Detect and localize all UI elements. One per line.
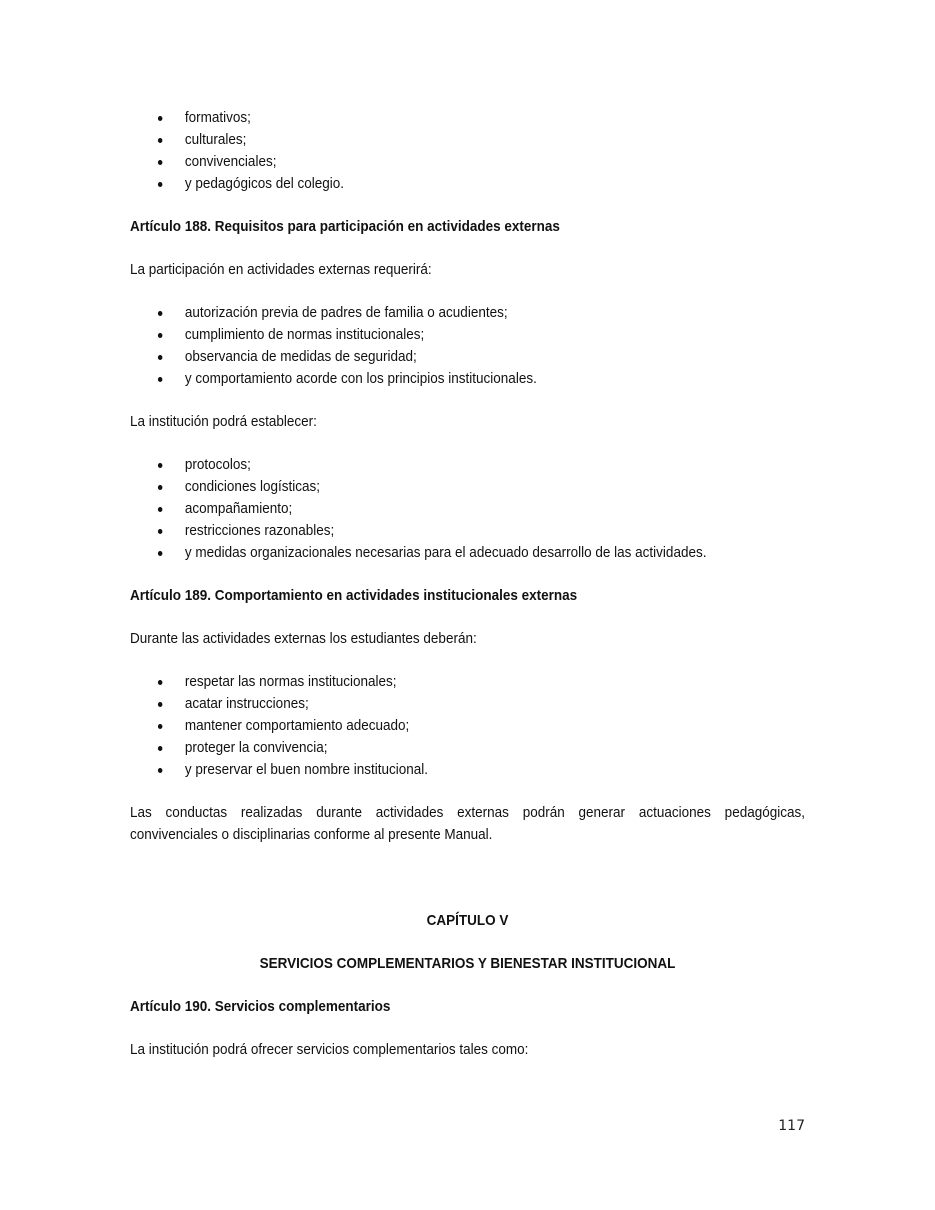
article-188-title: Artículo 188. Requisitos para participación en actividades externas [130, 218, 560, 235]
chapter-title: SERVICIOS COMPLEMENTARIOS Y BIENESTAR INSTITUCIONAL [259, 955, 676, 972]
list-item: protocolos; [130, 454, 805, 476]
article-190-intro: La institución podrá ofrecer servicios complementarios tales como: [130, 1041, 529, 1058]
article-190-title: Artículo 190. Servicios complementarios [130, 998, 391, 1015]
list-item: acompañamiento; [130, 498, 805, 520]
list-item: restricciones razonables; [130, 520, 805, 542]
list-item: respetar las normas institucionales; [130, 671, 805, 693]
bullet-list-establish [130, 454, 805, 564]
closing-line-1: Las conductas realizadas durante actividades externas podrán generar actuaciones pedagógicas, [130, 804, 805, 821]
article-188-intro-2: La institución podrá establecer: [130, 413, 317, 430]
article-189-title: Artículo 189. Comportamiento en actividades institucionales externas [130, 587, 578, 604]
list-item: autorización previa de padres de familia o acudientes; [130, 302, 805, 324]
list-item: formativos; [130, 107, 805, 129]
page-content [130, 107, 805, 1061]
chapter-number: CAPÍTULO V [426, 912, 509, 929]
closing-line-2: convivenciales o disciplinarias conforme al presente Manual. [130, 826, 493, 843]
list-item: y pedagógicos del colegio. [130, 173, 805, 195]
article-188-intro: La participación en actividades externas requerirá: [130, 261, 432, 278]
article-189-closing [130, 802, 805, 846]
list-item: condiciones logísticas; [130, 476, 805, 498]
list-item: y preservar el buen nombre institucional. [130, 759, 805, 781]
list-item: cumplimiento de normas institucionales; [130, 324, 805, 346]
list-item: culturales; [130, 129, 805, 151]
bullet-list-requirements [130, 302, 805, 390]
list-item: y comportamiento acorde con los principios institucionales. [130, 368, 805, 390]
list-item: acatar instrucciones; [130, 693, 805, 715]
article-189-intro: Durante las actividades externas los estudiantes deberán: [130, 630, 477, 647]
page-number: 117 [778, 1118, 805, 1134]
list-item: convivenciales; [130, 151, 805, 173]
list-item: proteger la convivencia; [130, 737, 805, 759]
list-item: mantener comportamiento adecuado; [130, 715, 805, 737]
list-item: observancia de medidas de seguridad; [130, 346, 805, 368]
bullet-list-duties [130, 671, 805, 781]
bullet-list-activities [130, 107, 805, 195]
list-item: y medidas organizacionales necesarias para el adecuado desarrollo de las actividades. [130, 542, 805, 564]
